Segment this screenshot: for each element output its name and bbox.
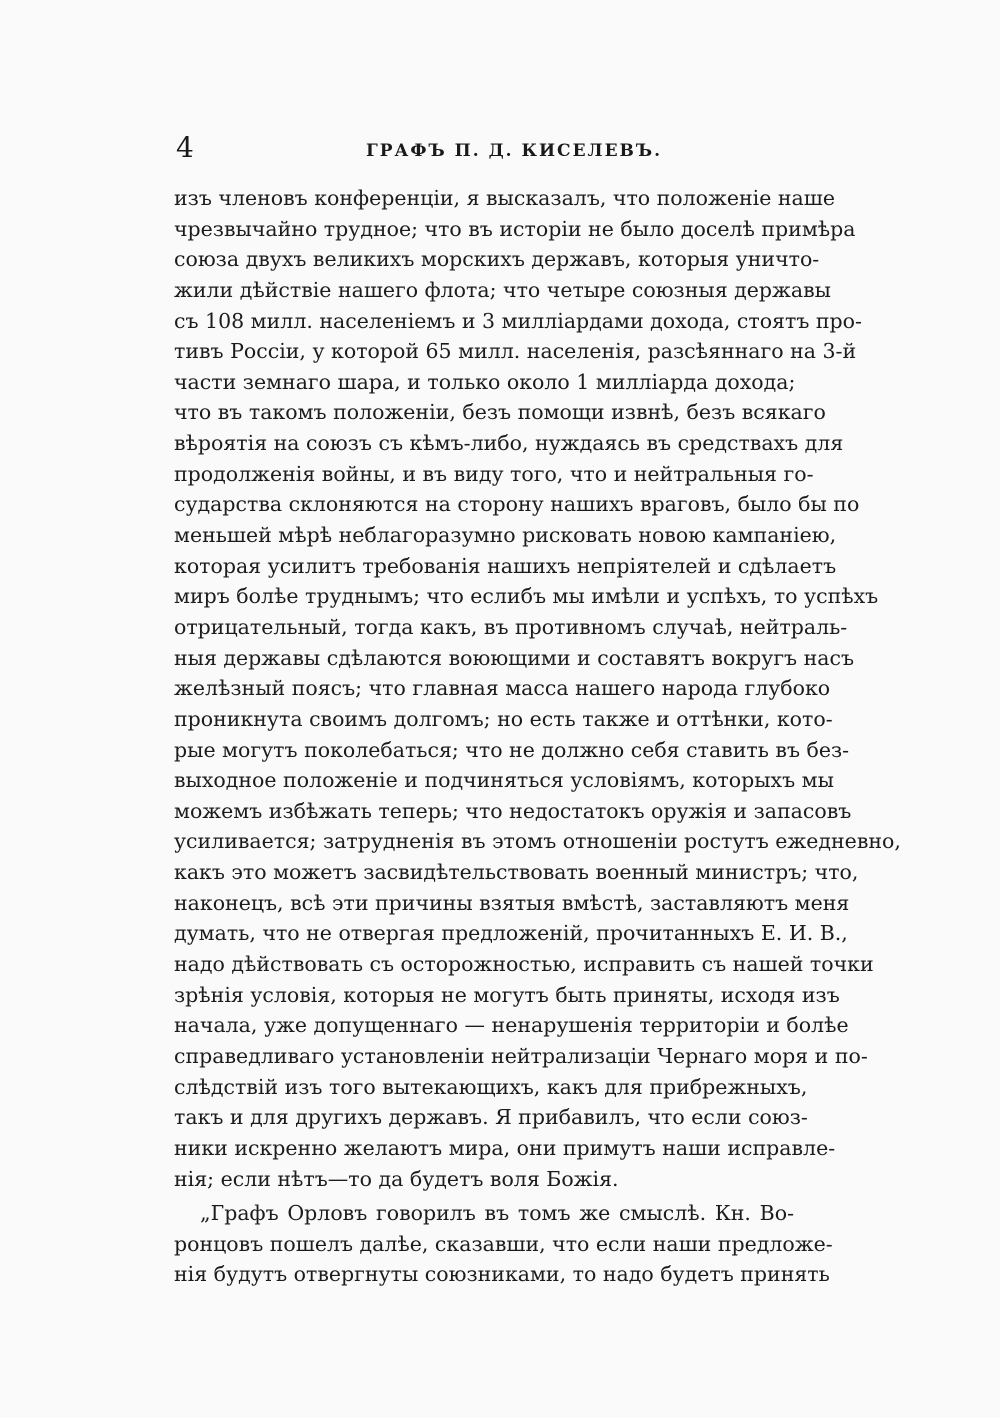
text-line: проникнута своимъ долгомъ; но есть также и оттѣнки, кото- [174, 706, 833, 731]
running-title: ГРАФЪ П. Д. КИСЕЛЕВЪ. [366, 141, 663, 161]
text-line: части земнаго шара, и только около 1 миллiарда дохода; [174, 369, 796, 394]
text-line: сударства склоняются на сторону нашихъ враговъ, было бы по [174, 492, 860, 517]
text-line: нія будутъ отвергнуты союзниками, то надо будетъ принять [174, 1262, 830, 1287]
text-line: чрезвычайно трудное; что въ исторіи не было доселѣ примѣра [174, 216, 856, 241]
text-line: вѣроятія на союзъ съ кѣмъ-либо, нуждаясь въ средствахъ для [174, 431, 844, 456]
text-line: которая усилитъ требованія нашихъ непріятелей и сдѣлаетъ [174, 553, 837, 578]
text-line: ронцовъ пошелъ далѣе, сказавши, что если наши предложе- [174, 1231, 833, 1256]
text-line: справедливаго установленіи нейтрализаціи Чернаго моря и по- [174, 1043, 868, 1068]
text-line: съ 108 милл. населеніемъ и 3 миллiардами дохода, стоятъ про- [174, 308, 862, 333]
text-line: тивъ Россіи, у которой 65 милл. населенія, разсѣяннаго на 3-й [174, 339, 857, 364]
text-line: отрицательный, тогда какъ, въ противномъ случаѣ, нейтраль- [174, 614, 848, 639]
text-line: можемъ избѣжать теперь; что недостатокъ оружія и запасовъ [174, 798, 852, 823]
text-line: меньшей мѣрѣ неблагоразумно рисковать новою кампаніею, [174, 523, 837, 548]
text-line: надо дѣйствовать съ осторожностью, исправить съ нашей точки [174, 952, 874, 977]
text-line: такъ и для другихъ державъ. Я прибавилъ, что если союз- [174, 1105, 808, 1130]
paragraph-2 [174, 1198, 833, 1290]
text-line: нія; если нѣтъ—то да будетъ воля Божія. [174, 1166, 619, 1191]
text-line: наконецъ, всѣ эти причины взятыя вмѣстѣ, заставляютъ меня [174, 890, 850, 915]
paragraph-1 [174, 183, 901, 1194]
text-line: усиливается; затрудненія въ этомъ отношеніи ростутъ ежедневно, [174, 829, 901, 854]
text-line: что въ такомъ положеніи, безъ помощи извнѣ, безъ всякаго [174, 400, 826, 425]
text-line: какъ это можетъ засвидѣтельствовать военный министръ; что, [174, 860, 859, 885]
text-line: ники искренно желаютъ мира, они примутъ наши исправле- [174, 1135, 836, 1160]
text-line: выходное положеніе и подчиняться условіямъ, которыхъ мы [174, 768, 834, 793]
text-line: желѣзный поясъ; что главная масса нашего народа глубоко [174, 676, 831, 701]
text-line: зрѣнія условія, которыя не могутъ быть приняты, исходя изъ [174, 982, 840, 1007]
text-line: ныя державы сдѣлаются воюющими и составятъ вокругъ насъ [174, 645, 855, 670]
text-line: думать, что не отвергая предложеній, прочитанныхъ Е. И. В., [174, 921, 848, 946]
text-line: жили дѣйствіе нашего флота; что четыре союзныя державы [174, 277, 831, 302]
text-line: начала, уже допущеннаго — ненарушенія территоріи и болѣе [174, 1013, 849, 1038]
text-line: „Графъ Орловъ говорилъ въ томъ же смыслѣ. Кн. Во- [200, 1201, 794, 1226]
text-line: союза двухъ великихъ морскихъ державъ, которыя уничто- [174, 247, 820, 272]
text-line: рые могутъ поколебаться; что не должно себя ставить въ без- [174, 737, 850, 762]
text-line: изъ членовъ конференціи, я высказалъ, что положеніе наше [174, 186, 835, 210]
text-line: продолженія войны, и въ виду того, что и нейтральныя го- [174, 461, 814, 486]
page-number: 4 [176, 131, 194, 164]
text-line: миръ болѣе труднымъ; что еслибъ мы имѣли и успѣхъ, то успѣхъ [174, 584, 879, 609]
body-text [174, 183, 901, 1290]
running-header [176, 128, 796, 168]
text-line: слѣдствій изъ того вытекающихъ, какъ для прибрежныхъ, [174, 1074, 808, 1099]
